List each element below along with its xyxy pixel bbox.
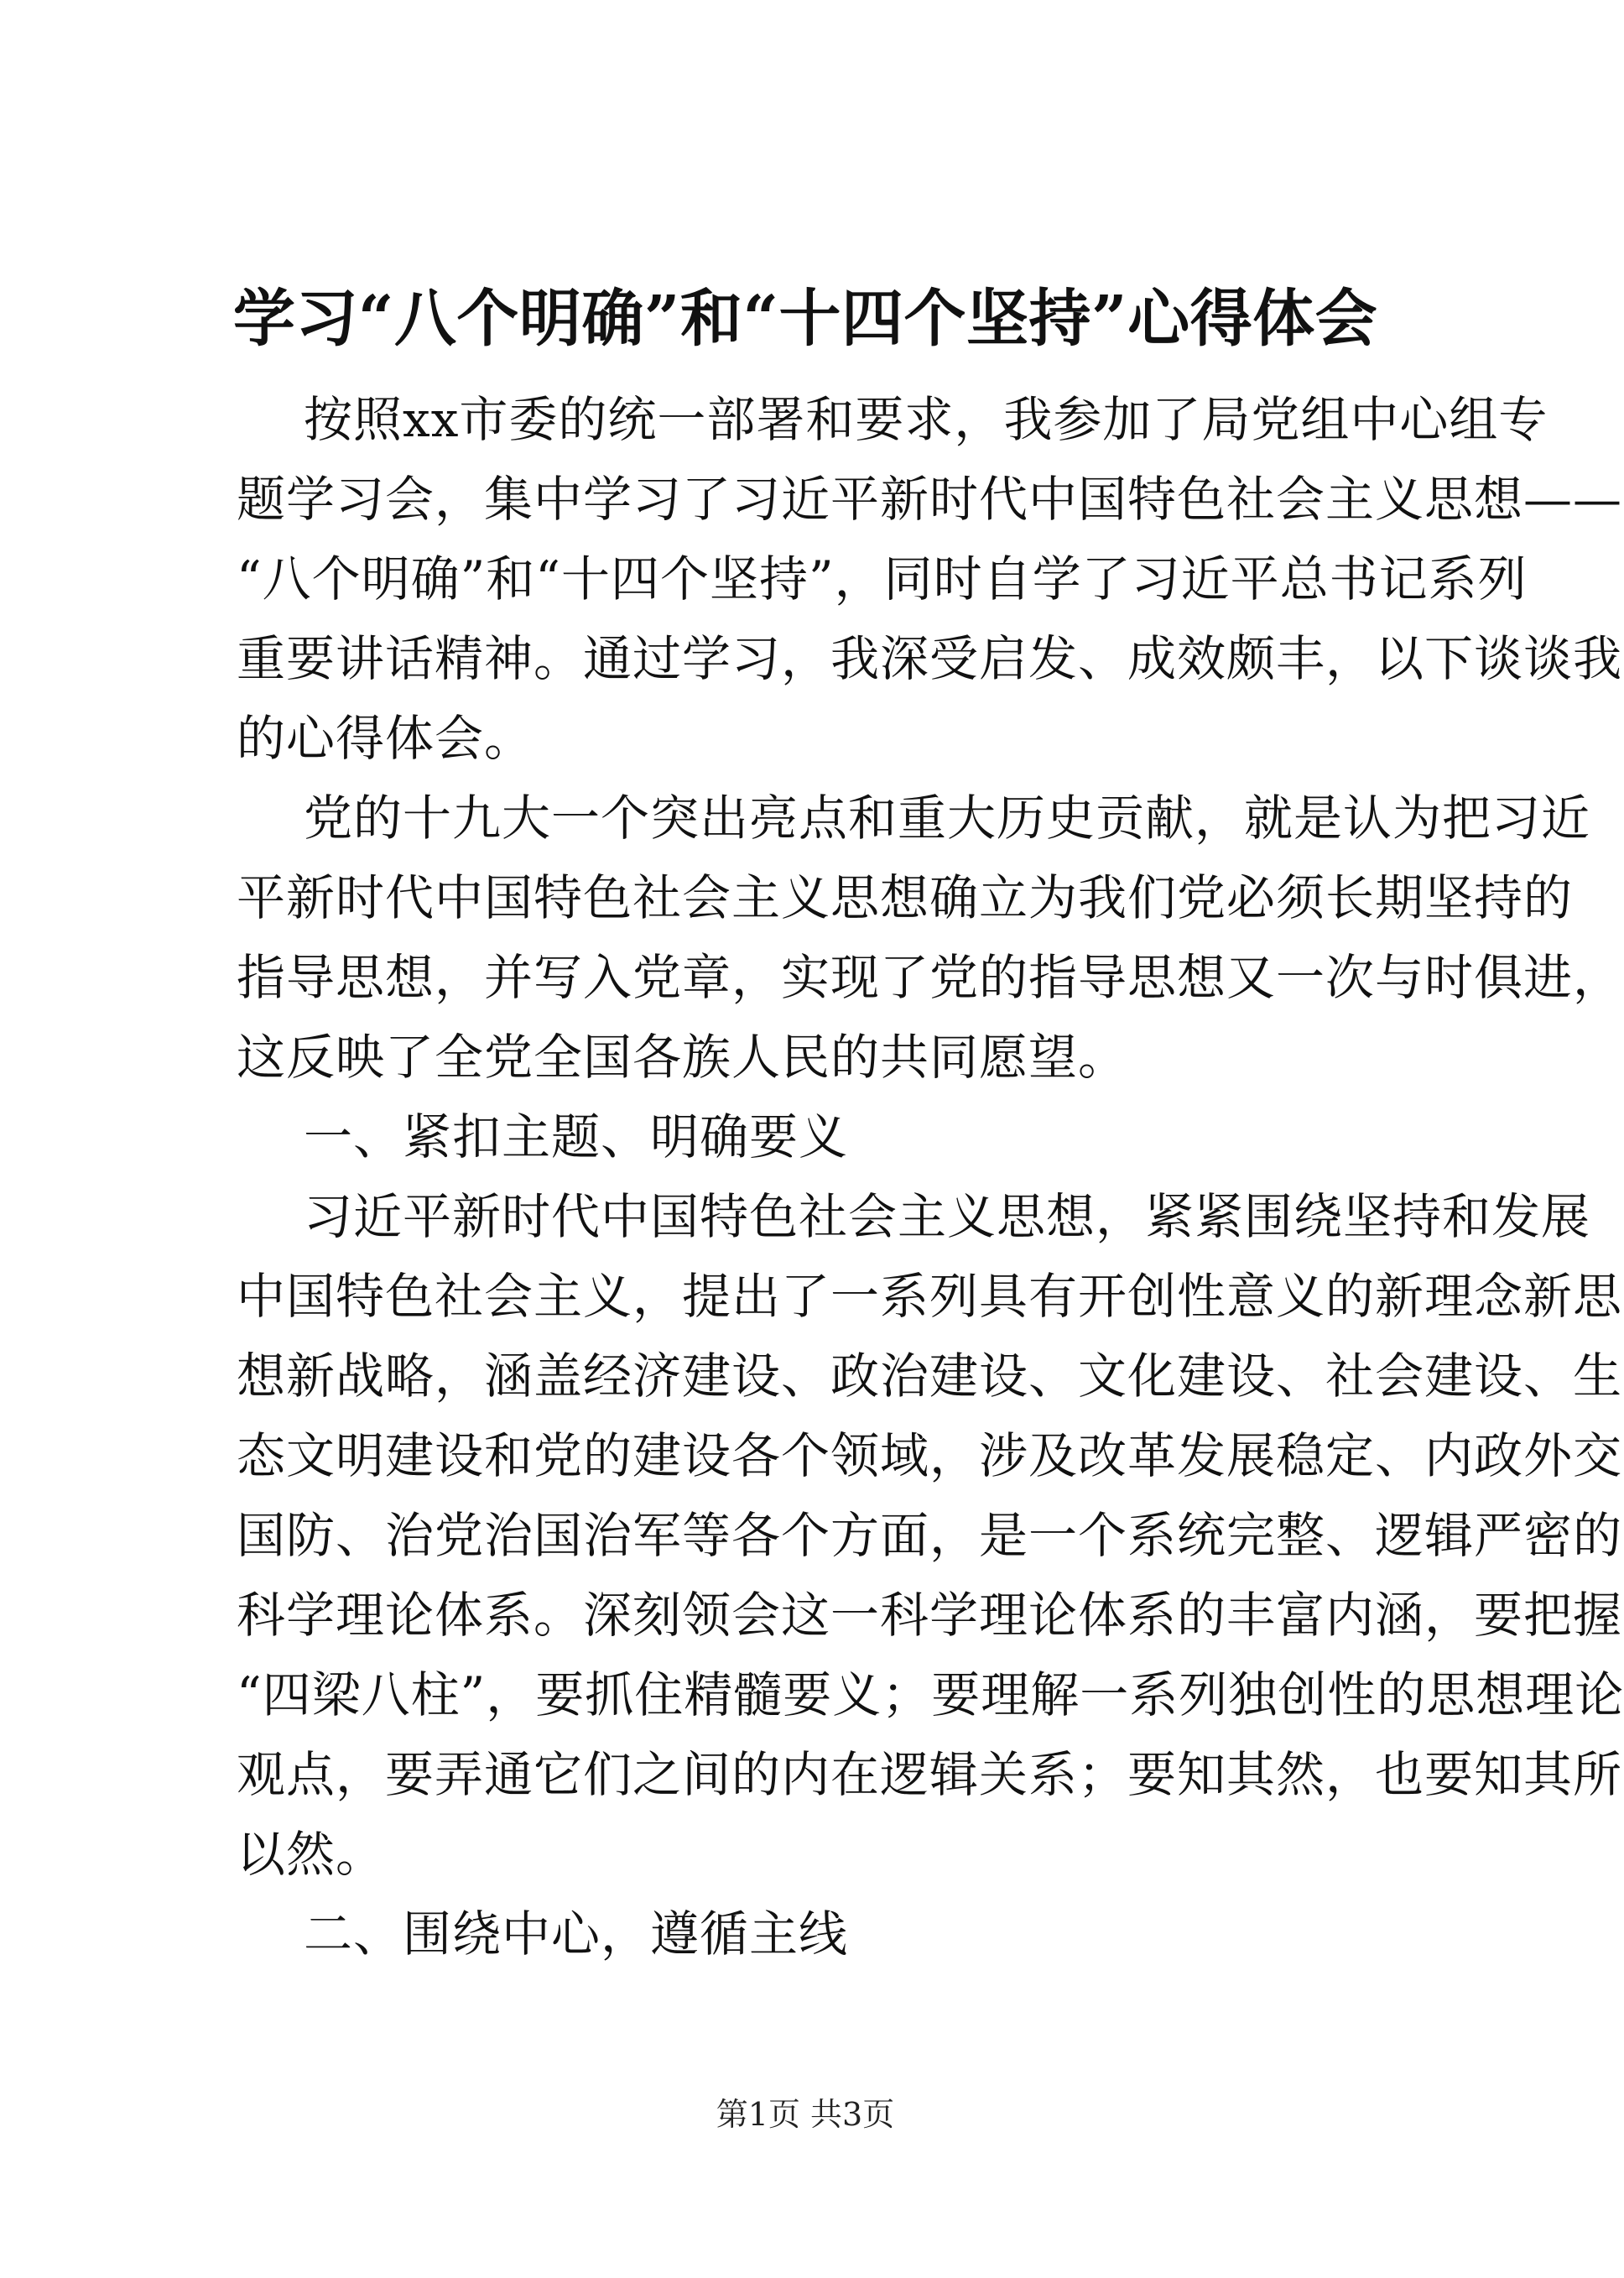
section-heading-2: 二、围绕中心，遵循主线	[304, 1905, 849, 1963]
paragraph-2-line-1: 党的十九大一个突出亮点和重大历史贡献，就是认为把习近	[304, 790, 1591, 847]
paragraph-3-line-9: 以然。	[237, 1826, 386, 1883]
paragraph-1-line-2: 题学习会，集中学习了习近平新时代中国特色社会主义思想——	[237, 471, 1623, 528]
paragraph-3-line-5: 国防、治党治国治军等各个方面，是一个系统完整、逻辑严密的	[237, 1507, 1623, 1564]
paragraph-3-line-2: 中国特色社会主义，提出了一系列具有开创性意义的新理念新思	[237, 1268, 1623, 1325]
paragraph-2-line-3: 指导思想，并写入党章，实现了党的指导思想又一次与时俱进，	[237, 949, 1623, 1006]
paragraph-1-line-1: 按照xx市委的统一部署和要求，我参加了局党组中心组专	[304, 391, 1549, 448]
paragraph-1-line-5: 的心得体会。	[237, 710, 534, 767]
document-title: 学习“八个明确”和“十四个坚持”心得体会	[232, 283, 1378, 355]
paragraph-1-line-4: 重要讲话精神。通过学习，我深受启发、成效颇丰，以下谈谈我	[237, 630, 1623, 687]
paragraph-3-line-4: 态文明建设和党的建设各个领域，涉及改革发展稳定、内政外交	[237, 1427, 1623, 1484]
paragraph-2-line-4: 这反映了全党全国各族人民的共同愿望。	[237, 1029, 1128, 1086]
paragraph-2-line-2: 平新时代中国特色社会主义思想确立为我们党必须长期坚持的	[237, 869, 1574, 926]
paragraph-3-line-8: 观点，要弄通它们之间的内在逻辑关系；要知其然，也要知其所	[237, 1746, 1623, 1803]
paragraph-3-line-1: 习近平新时代中国特色社会主义思想，紧紧围绕坚持和发展	[304, 1188, 1591, 1245]
paragraph-3-line-6: 科学理论体系。深刻领会这一科学理论体系的丰富内涵，要把握	[237, 1587, 1623, 1644]
paragraph-1-line-3: “八个明确”和“十四个坚持”，同时自学了习近平总书记系列	[237, 550, 1528, 607]
paragraph-3-line-7: “四梁八柱”，要抓住精髓要义；要理解一系列独创性的思想理论	[237, 1666, 1624, 1723]
section-heading-1: 一、紧扣主题、明确要义	[304, 1108, 849, 1165]
paragraph-3-line-3: 想新战略，涵盖经济建设、政治建设、文化建设、社会建设、生	[237, 1348, 1623, 1405]
page-number-footer: 第1页 共3页	[716, 2096, 895, 2133]
